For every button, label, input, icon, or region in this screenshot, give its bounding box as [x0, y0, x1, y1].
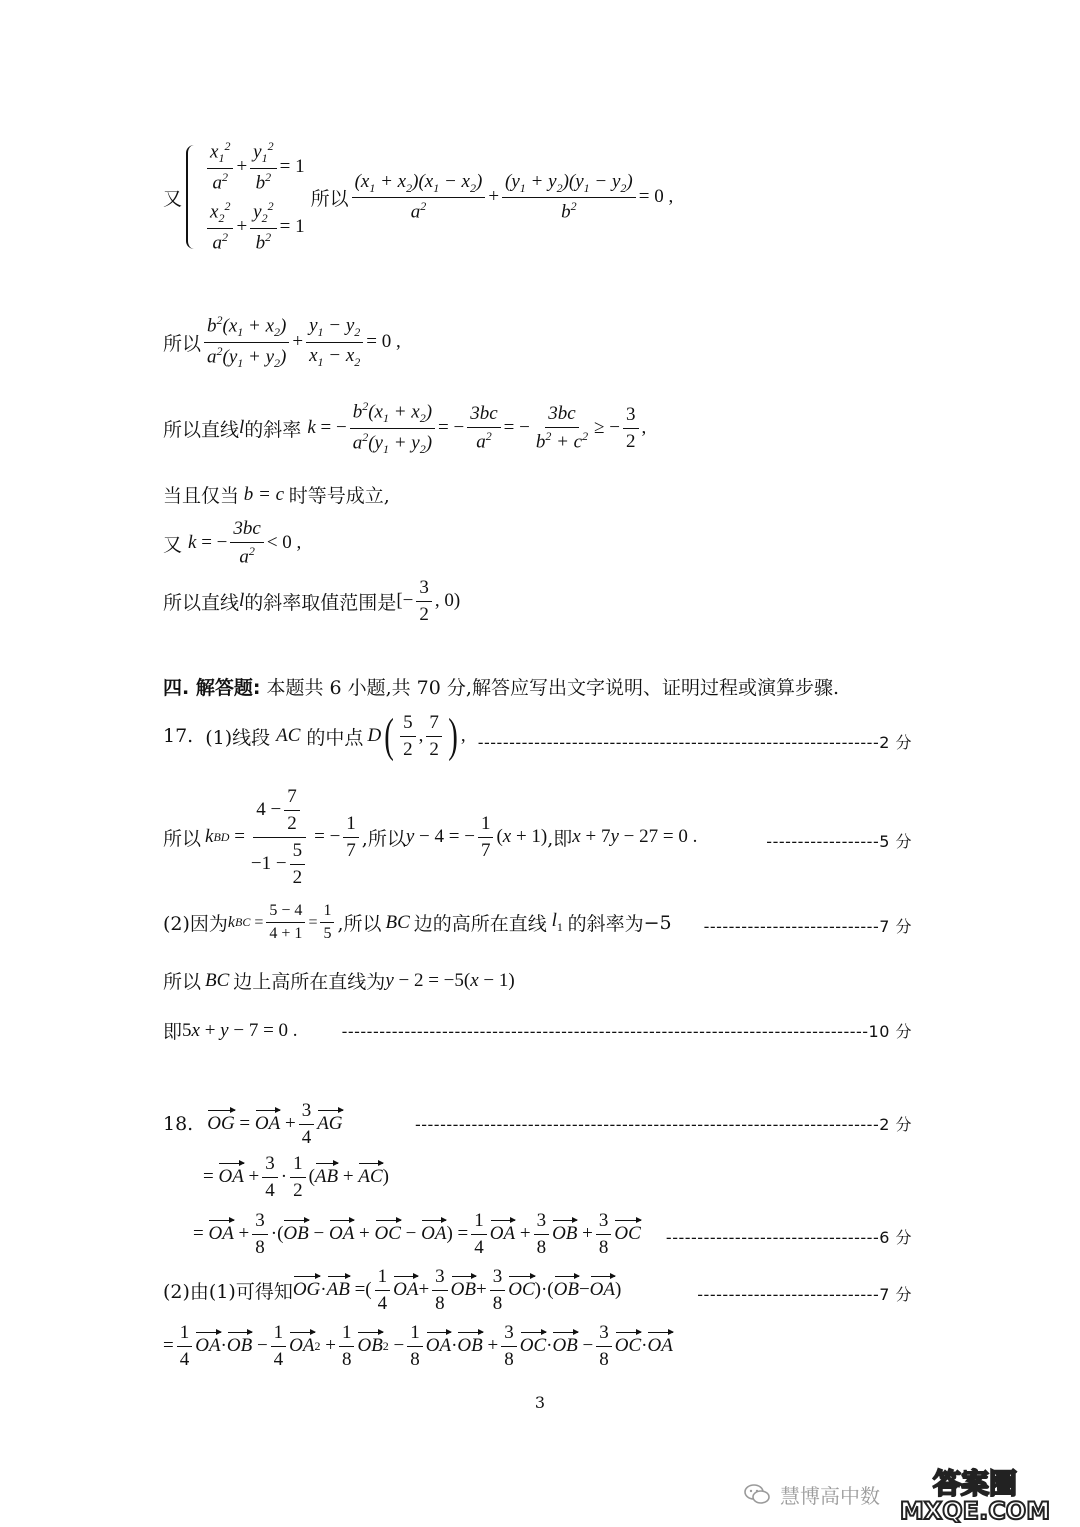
- watermark-account: 慧博高中数: [780, 1483, 880, 1508]
- midpoint-d: D ( $\frac{5}{2}$ , $\frac{7}{2}$ ) ,: [367, 709, 466, 763]
- q18-line-4: [163, 1266, 621, 1315]
- q17-line4-prefix: 即: [163, 1021, 183, 1043]
- ratio-equation-line: [163, 314, 401, 371]
- kbd-equation: k BD = 4 − $\frac{7}{2}$ −1 − $\frac{5}{2}$ = − $\frac{1}{7}$: [205, 786, 362, 888]
- q17-line-5: [163, 1017, 298, 1044]
- equality-condition-line: [163, 481, 390, 508]
- word-you: 又: [163, 187, 183, 210]
- slope-expression-line: [163, 400, 646, 457]
- dot-product-expansion: OG · AB =( $\frac{1}{4}$ OA + $\frac{3}{8}$ OB + $\frac{3}{8}$ OC )·( OB − OA ): [292, 1266, 622, 1314]
- negative-slope-line: [163, 518, 301, 568]
- section-title: 四. 解答题:: [163, 677, 261, 699]
- q17-line-1: [163, 709, 466, 763]
- q18-line-1: [163, 1100, 343, 1149]
- q18-mark-1: --------------------------------------------------------------------------2 分: [414, 1115, 912, 1134]
- q17-midpoint-label: 的中点: [306, 726, 364, 749]
- section-desc: 本题共 6 小题,共 70 分,解答应写出文字说明、证明过程或演算步骤.: [266, 677, 839, 699]
- difference-equation: $\frac{(x_1 + x_2)(x_1 - x_2)}{a^2}$ + $\frac{(y_1 + y_2)(y_1 - y_2)}{b^2}$ = 0 ,: [349, 171, 674, 224]
- q17-suoyi: ,所以: [361, 827, 406, 850]
- q18-part2-prefix: (2)由(1)可得知: [163, 1280, 293, 1303]
- text-line-slope-2: 所以直线: [163, 591, 240, 614]
- q17-part1: (1)线段: [205, 726, 271, 749]
- q17-mark-3: ----------------------------7 分: [703, 917, 912, 936]
- equation-system: [204, 140, 305, 254]
- q17-line3a: 所以: [163, 971, 202, 993]
- word-suoyi-2: 所以: [163, 332, 202, 355]
- page-number: 3: [534, 1393, 546, 1412]
- segment-ac: AC: [276, 725, 301, 747]
- line-l1: $l_1$: [546, 910, 563, 935]
- q17-part2-prefix: (2)因为: [163, 913, 228, 936]
- q18-mark-2: ----------------------------------6 分: [665, 1228, 912, 1247]
- dot-product-terms: = $\frac{1}{4}$ OA · OB − $\frac{1}{4}$ OA 2 + $\frac{1}{8}$ OB 2 − $\frac{1}{8}$ OA · OB + $\frac{3}{8}$ OC · OB − $\frac{3}{8}$ OC · OA: [163, 1322, 673, 1370]
- q17-mark-2: ------------------5 分: [766, 832, 912, 851]
- q17-neg5: −5: [643, 911, 672, 934]
- wechat-icon: [744, 1483, 770, 1505]
- q17-number: 17.: [163, 725, 194, 748]
- ratio-equation: $\frac{b^2(x_1 + x_2)}{a^2(y_1 + y_2)}$ + $\frac{y_1 - y_2}{x_1 - x_2}$ = 0 ,: [201, 314, 401, 371]
- equation-1: $\frac{x_1^2}{a^2}$ + $\frac{y_1^2}{b^2}$ = 1: [204, 140, 305, 194]
- logo-site: MXQE.COM: [899, 1497, 1051, 1523]
- ellipse-system-line: [163, 140, 673, 254]
- final-line-equation: 5x + y − 7 = 0 .: [182, 1019, 298, 1041]
- condition-b-eq-c: b = c: [239, 483, 289, 505]
- slope-range-line: [163, 577, 460, 626]
- og-step-3: = OA + $\frac{3}{8}$ ·( OB − OA + OC − OA ) = $\frac{1}{4}$ OA + $\frac{3}{8}$ OB + $\frac{3}{8}$ OC: [193, 1210, 641, 1258]
- kbc-equation: k BC = $\frac{5 - 4}{4 + 1}$ = $\frac{1}{5}$: [228, 902, 338, 944]
- negative-slope: k = − $\frac{3bc}{a^2}$ < 0 ,: [188, 518, 302, 568]
- line-bd-equation: x + 7y − 27 = 0 .: [572, 826, 698, 848]
- og-equation: OG = OA + $\frac{3}{4}$ AG: [207, 1100, 343, 1148]
- q17-mark-4: ------------------------------------------------------------------------------------10 分: [341, 1022, 912, 1041]
- word-you-2: 又: [163, 533, 183, 556]
- og-step-2: = OA + $\frac{3}{4}$ · $\frac{1}{2}$ ( AB + AC ): [203, 1153, 389, 1201]
- q18-mark-3: -----------------------------7 分: [697, 1285, 912, 1304]
- q17-line-4: [163, 967, 515, 994]
- symbol-l-2: l: [239, 590, 245, 612]
- section-heading: [163, 673, 839, 700]
- q18-line-3: [193, 1210, 641, 1259]
- slope-chain: k = − $\frac{b^2(x_1 + x_2)}{a^2(y_1 + y_2)}$ = − $\frac{3bc}{a^2}$ = − $\frac{3bc}{b^2 + c^2}$ ≥ − $\frac{3}{2}$ ,: [307, 399, 647, 457]
- text-range-prefix: 的斜率取值范围是: [244, 591, 397, 614]
- q17-part2-rest: 边的高所在直线: [413, 913, 547, 936]
- q18-number: 18.: [163, 1113, 194, 1136]
- text-shi-dengh: 时等号成立,: [288, 485, 390, 507]
- q17-part2-mid: ,所以: [337, 913, 382, 936]
- q17-line3b: 边上高所在直线为: [233, 971, 386, 993]
- q18-line-5: [163, 1322, 673, 1371]
- left-brace: [186, 145, 198, 249]
- logo-title: 答案圈: [932, 1467, 1018, 1500]
- segment-bc: BC: [385, 911, 410, 933]
- text-line-slope: 所以直线: [163, 418, 240, 441]
- symbol-l: l: [239, 417, 245, 439]
- text-dangqie: 当且仅当: [163, 485, 240, 507]
- slope-range: [− $\frac{3}{2}$ , 0): [396, 577, 461, 625]
- equation-2: $\frac{x_2^2}{a^2}$ + $\frac{y_2^2}{b^2}$ = 1: [204, 200, 305, 254]
- q17-line-3: [163, 902, 672, 944]
- site-logo: [890, 1465, 1060, 1523]
- q17-mark-1: ----------------------------------------------------------------2 分: [477, 733, 912, 752]
- word-suoyi-q17: 所以: [163, 827, 202, 850]
- segment-bc-2: BC: [205, 969, 230, 991]
- q17-line-2: [163, 786, 697, 888]
- watermark: [744, 1465, 1060, 1523]
- point-slope-form: y − 4 = − $\frac{1}{7}$ ( x + 1): [405, 812, 548, 861]
- q18-line-2: [203, 1153, 389, 1202]
- word-suoyi: 所以: [310, 187, 349, 210]
- altitude-equation: y − 2 = −5(x − 1): [385, 969, 515, 991]
- text-de-xielv: 的斜率: [244, 418, 302, 441]
- q17-ji: ,即: [547, 827, 573, 850]
- q17-slope-is: 的斜率为: [567, 913, 644, 936]
